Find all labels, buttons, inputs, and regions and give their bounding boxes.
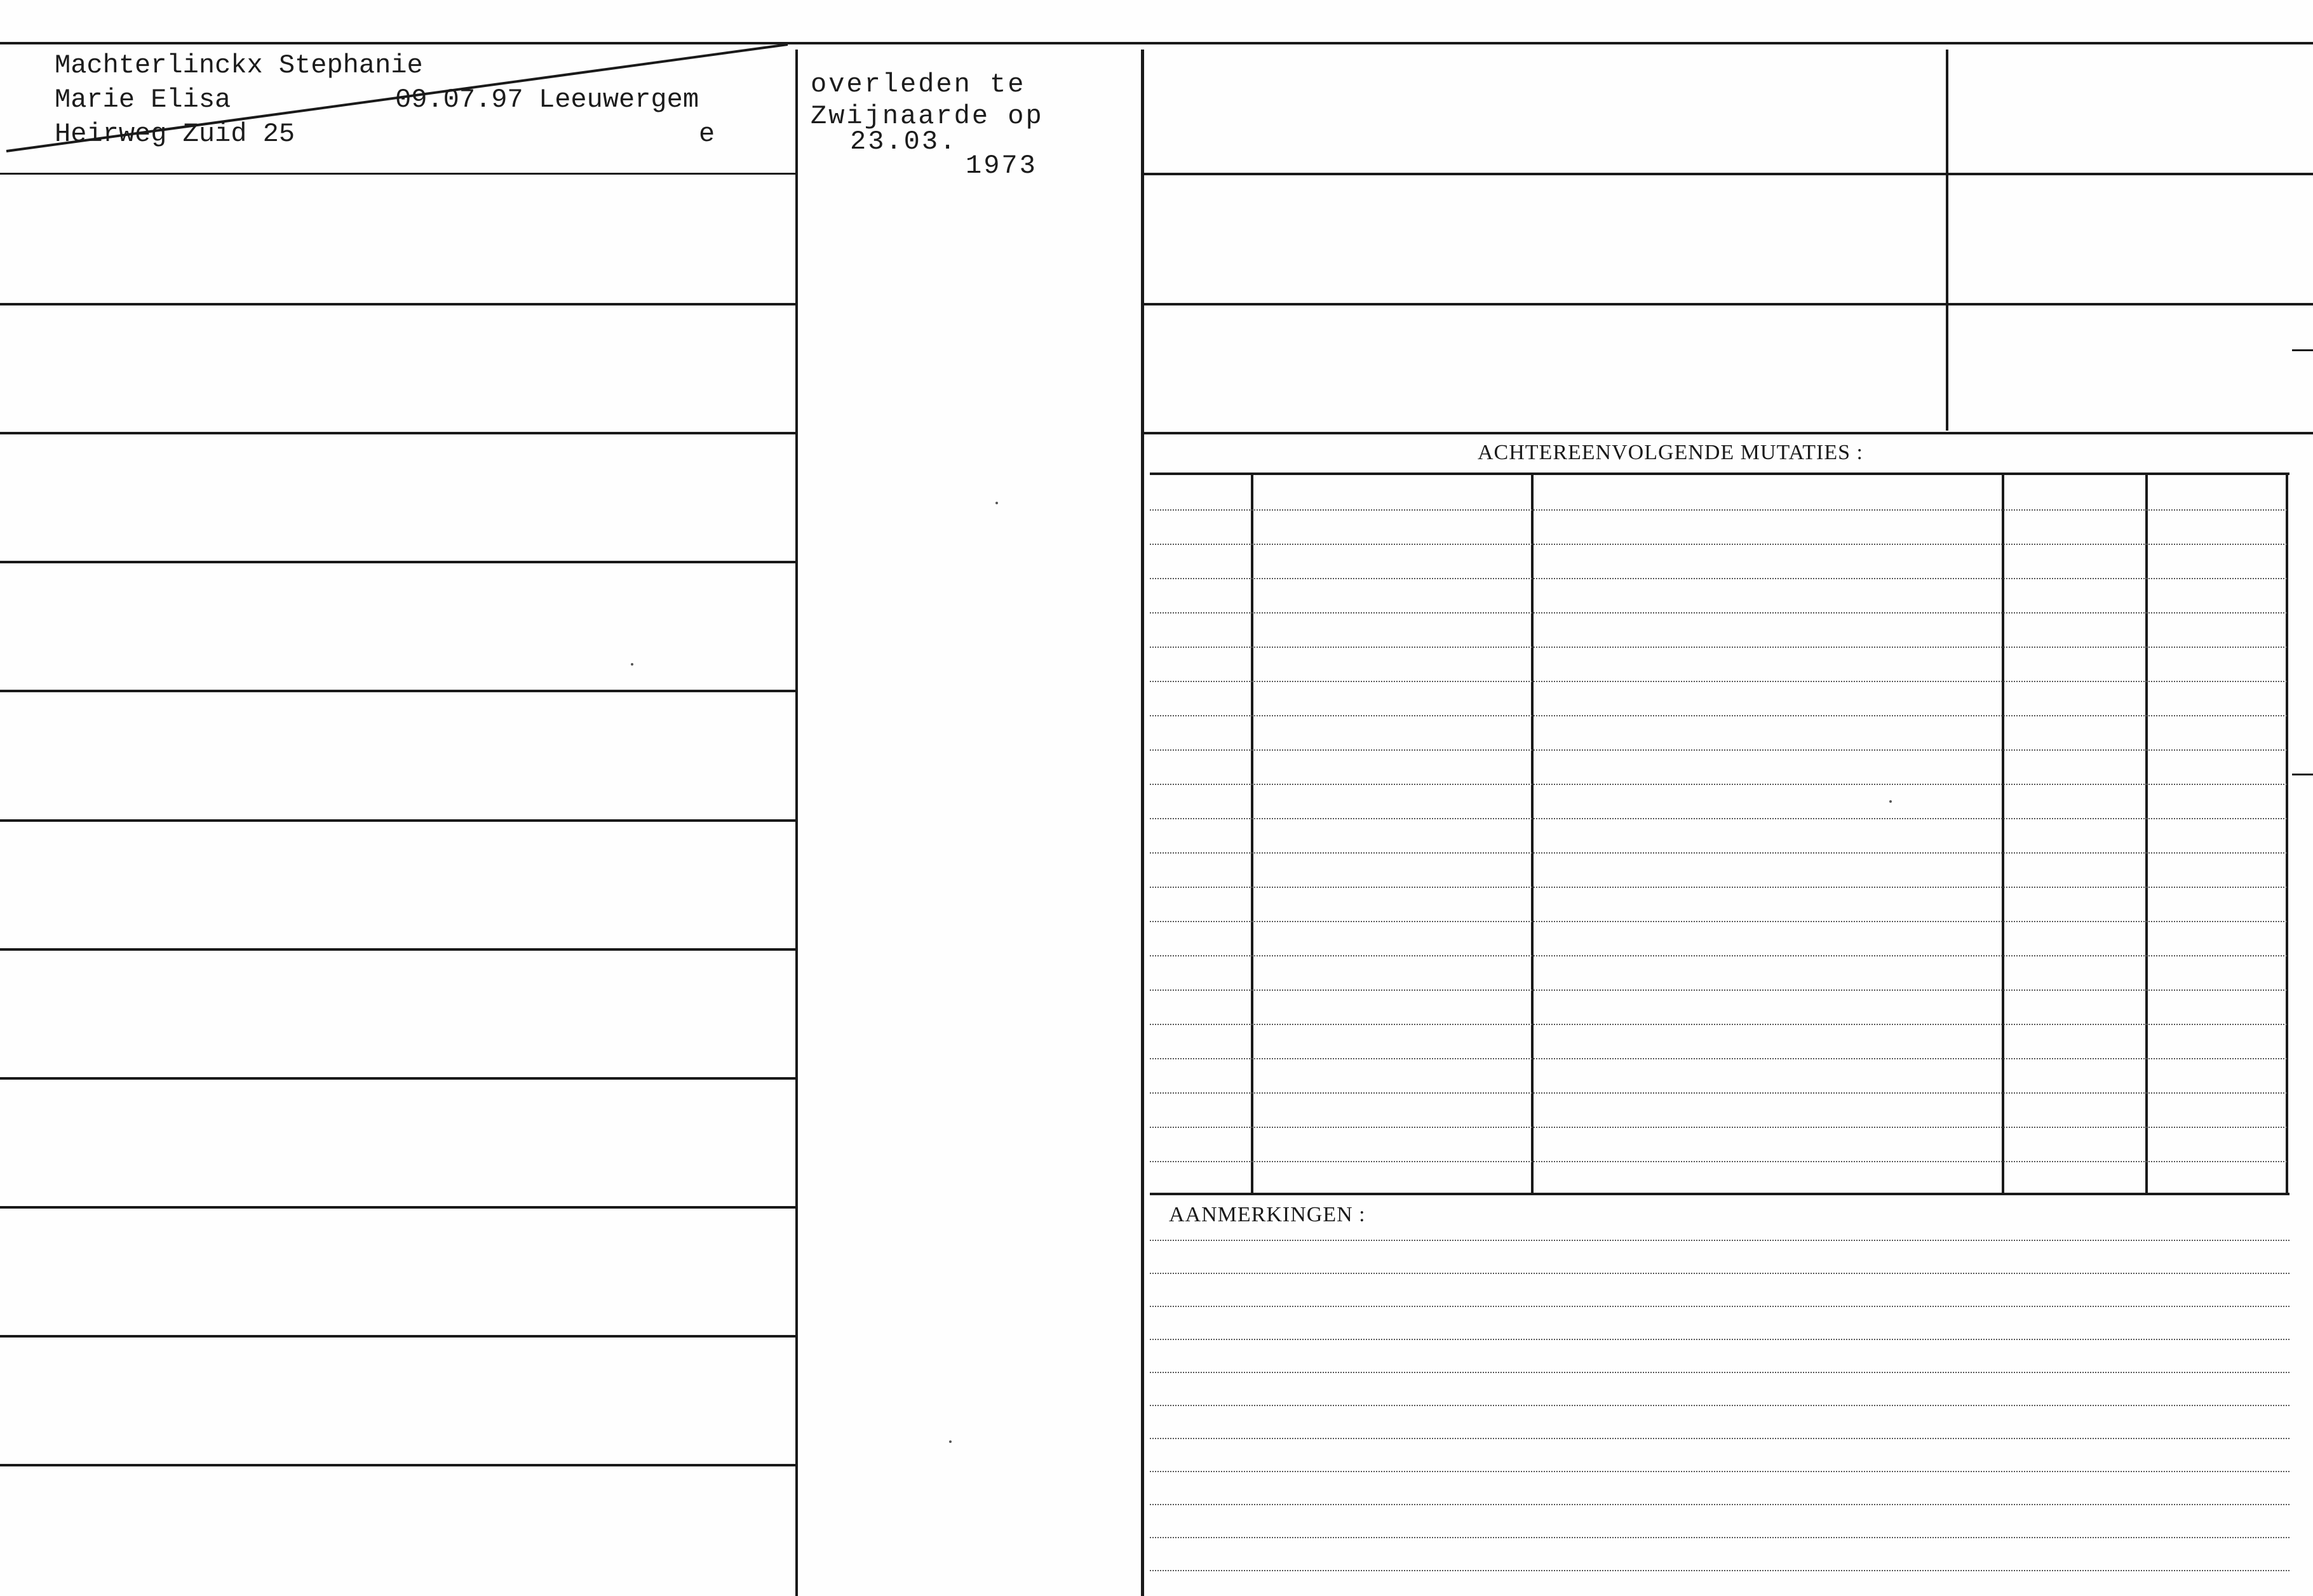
- mutations-dotted-row: [1150, 715, 2287, 716]
- right-row-rule: [1143, 173, 2313, 175]
- person-name: Machterlinckx Stephanie: [55, 50, 423, 81]
- mutations-col-rule: [2286, 475, 2288, 1193]
- mutations-dotted-row: [1150, 818, 2287, 819]
- stray-mark: e: [699, 119, 715, 149]
- mutations-table-top: [1150, 473, 2289, 475]
- remarks-dotted-line: [1150, 1273, 2289, 1274]
- mutations-dotted-row: [1150, 921, 2287, 922]
- mutations-col-rule: [2145, 475, 2148, 1193]
- death-note-line-3: 23.03.: [850, 126, 958, 157]
- mutations-dotted-row: [1150, 887, 2287, 888]
- mutations-dotted-row: [1150, 578, 2287, 579]
- right-row-rule: [1143, 303, 2313, 305]
- death-note-line-2: Zwijnaarde op: [811, 101, 1044, 131]
- birth-date: 09.07.97: [395, 84, 523, 115]
- remarks-dotted-line: [1150, 1504, 2289, 1505]
- remarks-dotted-line: [1150, 1438, 2289, 1439]
- left-row-rule: [0, 819, 797, 822]
- birth-place: Leeuwergem: [539, 84, 699, 115]
- scan-speck: [631, 663, 633, 666]
- left-row-rule: [0, 690, 797, 692]
- edge-tick: [2292, 349, 2313, 351]
- left-row-rule: [0, 1206, 797, 1209]
- remarks-dotted-line: [1150, 1471, 2289, 1472]
- mutations-col-rule: [1531, 475, 1534, 1193]
- remarks-dotted-line: [1150, 1339, 2289, 1340]
- mutations-col-rule: [2002, 475, 2004, 1193]
- mutations-col-rule: [1251, 475, 1253, 1193]
- mutations-dotted-row: [1150, 989, 2287, 991]
- column-divider: [1946, 50, 1948, 431]
- mutations-dotted-row: [1150, 852, 2287, 854]
- column-divider: [1141, 50, 1144, 1596]
- mutations-dotted-row: [1150, 955, 2287, 956]
- death-note-line-4: 1973: [966, 151, 1037, 181]
- left-row-rule: [0, 173, 797, 175]
- scan-speck: [1889, 800, 1892, 803]
- mutations-dotted-row: [1150, 509, 2287, 511]
- right-row-rule: [1143, 432, 2313, 434]
- death-note-line-1: overleden te: [811, 69, 1026, 100]
- left-row-rule: [0, 1335, 797, 1338]
- edge-tick: [2292, 774, 2313, 775]
- mutations-heading: ACHTEREENVOLGENDE MUTATIES :: [1478, 441, 1863, 464]
- left-row-rule: [0, 303, 797, 305]
- remarks-dotted-line: [1150, 1405, 2289, 1406]
- mutations-dotted-row: [1150, 647, 2287, 648]
- remarks-dotted-line: [1150, 1240, 2289, 1241]
- mutations-dotted-row: [1150, 1127, 2287, 1128]
- left-row-rule: [0, 561, 797, 563]
- given-names: Marie Elisa: [55, 84, 231, 115]
- column-divider: [795, 50, 798, 1596]
- left-row-rule: [0, 1464, 797, 1466]
- address: Heirweg Zuid 25: [55, 119, 295, 149]
- remarks-dotted-line: [1150, 1306, 2289, 1307]
- scan-speck: [949, 1440, 952, 1443]
- mutations-dotted-row: [1150, 1092, 2287, 1094]
- mutations-dotted-row: [1150, 612, 2287, 614]
- mutations-dotted-row: [1150, 1161, 2287, 1162]
- remarks-dotted-line: [1150, 1372, 2289, 1373]
- mutations-table-bottom: [1150, 1193, 2289, 1195]
- remarks-dotted-line: [1150, 1570, 2289, 1571]
- mutations-dotted-row: [1150, 749, 2287, 751]
- remarks-heading: AANMERKINGEN :: [1169, 1203, 1366, 1226]
- mutations-dotted-row: [1150, 544, 2287, 545]
- mutations-dotted-row: [1150, 784, 2287, 785]
- left-row-rule: [0, 432, 797, 434]
- mutations-dotted-row: [1150, 1058, 2287, 1059]
- mutations-dotted-row: [1150, 681, 2287, 682]
- left-row-rule: [0, 1077, 797, 1080]
- scan-speck: [995, 502, 998, 504]
- strike-through-line: [0, 0, 826, 165]
- mutations-dotted-row: [1150, 1024, 2287, 1025]
- left-row-rule: [0, 948, 797, 951]
- remarks-dotted-line: [1150, 1537, 2289, 1538]
